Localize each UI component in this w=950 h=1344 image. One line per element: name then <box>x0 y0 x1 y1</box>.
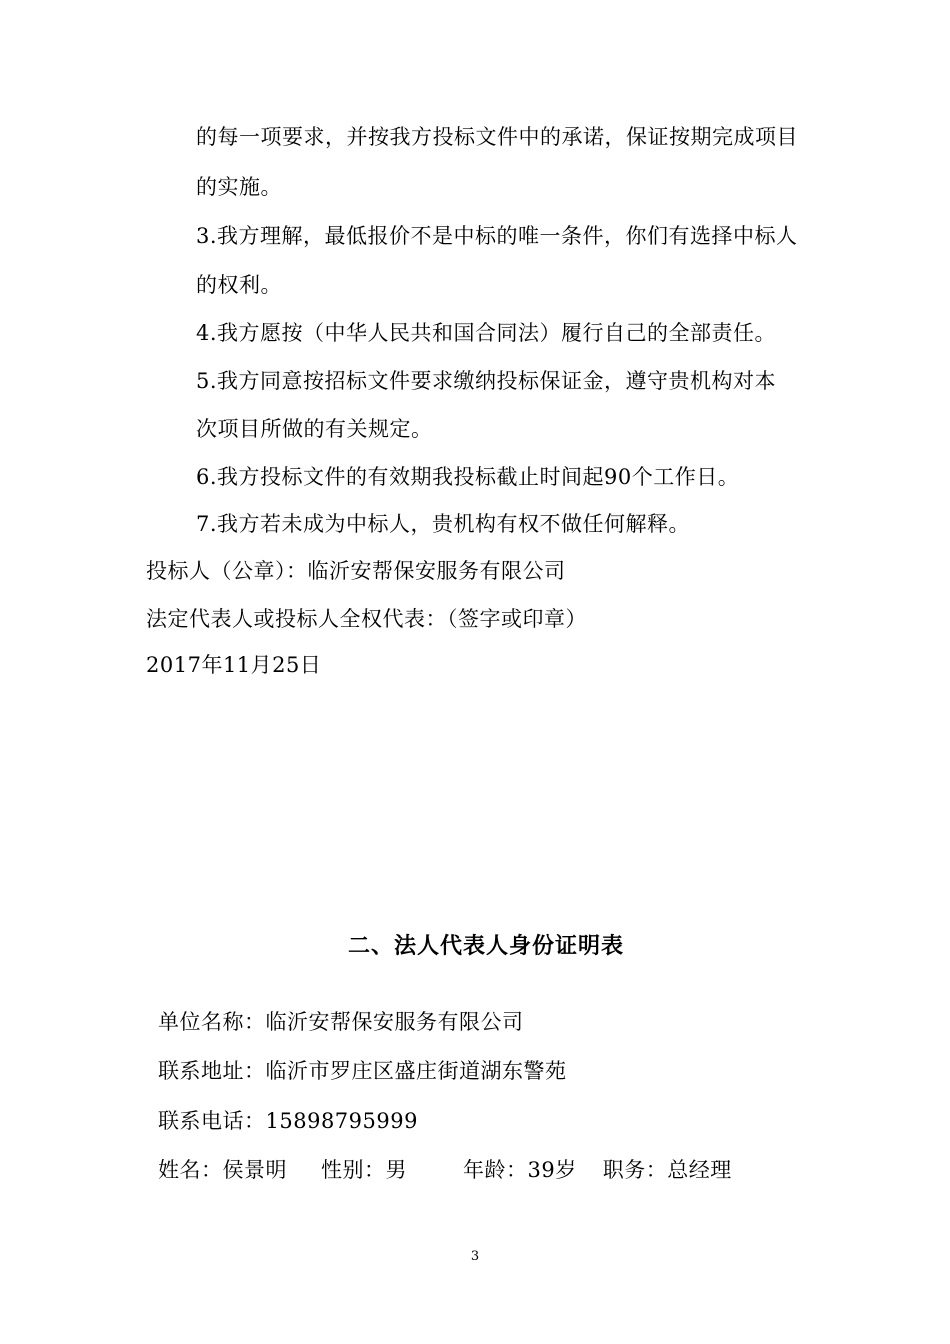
bidder-seal-line: 投标人（公章）：临沂安帮保安服务有限公司 <box>146 559 566 583</box>
page-number: 3 <box>470 1249 480 1264</box>
clause-4: 4.我方愿按（中华人民共和国合同法）履行自己的全部责任。 <box>196 321 777 345</box>
position-field: 职务：总经理 <box>602 1158 732 1182</box>
paragraph-line: 的每一项要求，并按我方投标文件中的承诺，保证按期完成项目 <box>196 125 798 149</box>
paragraph-line: 次项目所做的有关规定。 <box>196 417 433 441</box>
gender-field: 性别：男 <box>321 1158 407 1182</box>
name-field: 姓名：侯景明 <box>158 1158 287 1182</box>
clause-3: 3.我方理解，最低报价不是中标的唯一条件，你们有选择中标人 <box>196 224 798 248</box>
contact-address-field: 联系地址：临沂市罗庄区盛庄街道湖东警苑 <box>158 1059 567 1083</box>
paragraph-line: 的实施。 <box>196 175 282 199</box>
age-field: 年龄：39岁 <box>463 1158 577 1182</box>
paragraph-line: 的权利。 <box>196 273 282 297</box>
contact-phone-field: 联系电话：15898795999 <box>158 1109 418 1133</box>
section-title: 二、法人代表人身份证明表 <box>347 933 624 959</box>
company-name-field: 单位名称：临沂安帮保安服务有限公司 <box>158 1010 524 1034</box>
clause-5: 5.我方同意按招标文件要求缴纳投标保证金，遵守贵机构对本 <box>196 369 777 393</box>
clause-6: 6.我方投标文件的有效期我投标截止时间起90个工作日。 <box>196 465 740 489</box>
clause-7: 7.我方若未成为中标人，贵机构有权不做任何解释。 <box>196 512 691 536</box>
signature-date: 2017年11月25日 <box>146 653 322 677</box>
personal-info-row <box>158 1155 732 1185</box>
representative-signature-line: 法定代表人或投标人全权代表：（签字或印章） <box>146 607 587 631</box>
